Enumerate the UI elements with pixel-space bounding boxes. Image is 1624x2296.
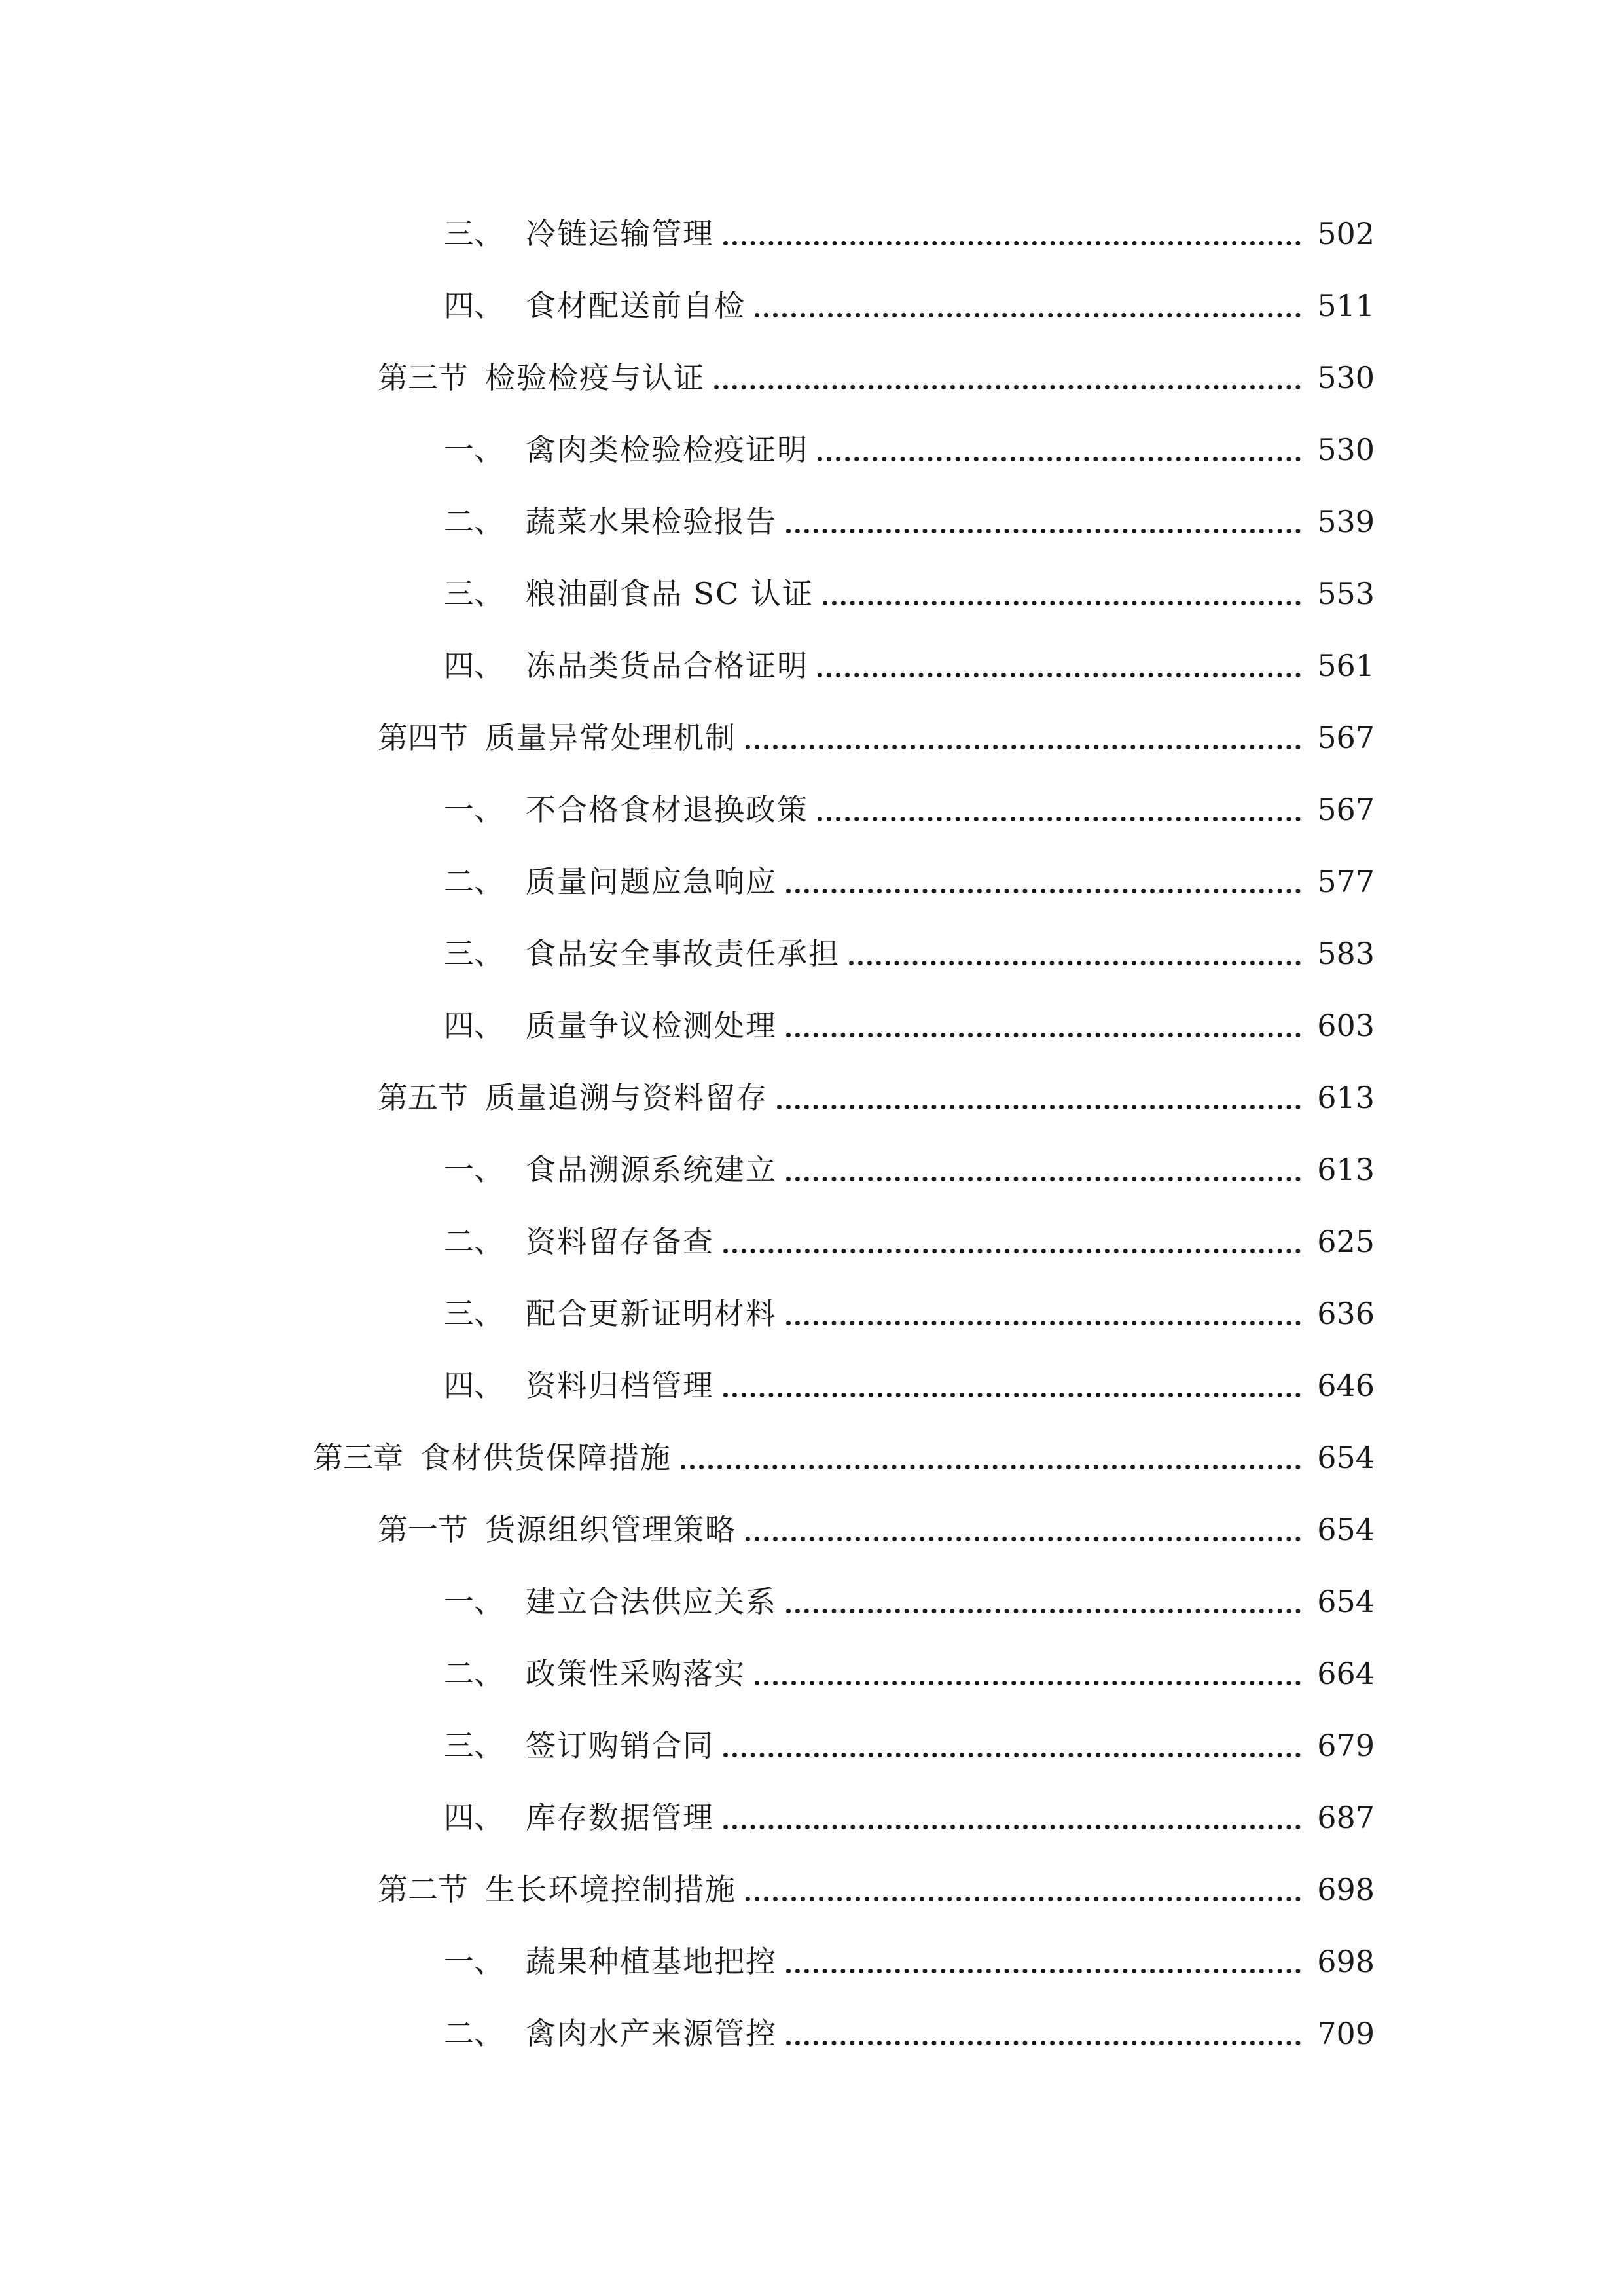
table-of-contents (0, 198, 1624, 2070)
toc-entry-number: 第二节 (378, 1872, 468, 1907)
toc-entry[interactable] (0, 990, 1624, 1062)
toc-entry-page: 664 (1317, 1656, 1375, 1691)
toc-entry-number: 一、 (444, 1584, 504, 1619)
toc-entry-number: 二、 (444, 864, 504, 899)
dot-leader (714, 385, 1301, 389)
toc-entry-title: 蔬菜水果检验报告 (526, 504, 777, 539)
toc-entry-title: 质量争议检测处理 (526, 1008, 777, 1043)
toc-entry-number: 第一节 (378, 1512, 468, 1547)
toc-entry-title: 配合更新证明材料 (526, 1296, 777, 1331)
toc-entry-title: 粮油副食品 SC 认证 (526, 576, 814, 611)
toc-entry[interactable] (0, 1854, 1624, 1926)
toc-entry-page: 654 (1317, 1512, 1375, 1547)
toc-entry[interactable] (0, 414, 1624, 486)
toc-entry-title: 食材供货保障措施 (420, 1440, 672, 1475)
dot-leader (786, 1033, 1301, 1037)
toc-entry-number: 第四节 (378, 720, 468, 755)
toc-entry-number: 三、 (444, 1728, 504, 1763)
toc-entry-number: 三、 (444, 576, 504, 611)
toc-entry-page: 698 (1317, 1872, 1375, 1907)
dot-leader (723, 1825, 1301, 1829)
toc-entry-number: 四、 (444, 1800, 504, 1835)
toc-entry-title: 食品安全事故责任承担 (526, 936, 840, 971)
dot-leader (786, 1177, 1301, 1181)
dot-leader (746, 1897, 1301, 1901)
toc-entry[interactable] (0, 1278, 1624, 1350)
dot-leader (777, 1105, 1301, 1109)
dot-leader (723, 1249, 1301, 1253)
toc-entry-title: 食品溯源系统建立 (526, 1152, 777, 1187)
toc-entry-page: 698 (1317, 1944, 1375, 1979)
toc-entry[interactable] (0, 270, 1624, 342)
toc-entry-title: 质量异常处理机制 (485, 720, 736, 755)
toc-entry-number: 二、 (444, 1224, 504, 1259)
toc-entry-page: 502 (1317, 216, 1375, 251)
toc-entry[interactable] (0, 1638, 1624, 1710)
toc-entry-title: 冷链运输管理 (526, 216, 714, 251)
dot-leader (786, 2041, 1301, 2045)
toc-entry-page: 687 (1317, 1800, 1375, 1835)
toc-entry-page: 530 (1317, 432, 1375, 467)
toc-entry-page: 603 (1317, 1008, 1375, 1043)
dot-leader (723, 241, 1301, 245)
toc-entry-number: 一、 (444, 432, 504, 467)
toc-entry-page: 539 (1317, 504, 1375, 539)
toc-entry-title: 食材配送前自检 (526, 288, 746, 323)
toc-entry-page: 567 (1317, 720, 1375, 755)
toc-entry[interactable] (0, 1206, 1624, 1278)
toc-entry-title: 生长环境控制措施 (485, 1872, 736, 1907)
toc-entry-number: 第五节 (378, 1080, 468, 1115)
toc-entry-page: 636 (1317, 1296, 1375, 1331)
toc-entry[interactable] (0, 1422, 1624, 1494)
dot-leader (818, 457, 1301, 461)
toc-entry[interactable] (0, 1134, 1624, 1206)
toc-entry[interactable] (0, 1566, 1624, 1638)
toc-entry-title: 冻品类货品合格证明 (526, 648, 808, 683)
dot-leader (786, 1969, 1301, 1973)
dot-leader (723, 1393, 1301, 1397)
dot-leader (746, 745, 1301, 749)
dot-leader (786, 1321, 1301, 1325)
toc-entry[interactable] (0, 1998, 1624, 2070)
toc-entry-page: 646 (1317, 1368, 1375, 1403)
dot-leader (746, 1537, 1301, 1541)
toc-entry[interactable] (0, 198, 1624, 270)
toc-entry-number: 四、 (444, 288, 504, 323)
dot-leader (755, 1681, 1301, 1685)
toc-entry[interactable] (0, 846, 1624, 918)
dot-leader (818, 673, 1301, 677)
toc-entry-title: 检验检疫与认证 (485, 360, 705, 395)
toc-entry-title: 资料留存备查 (526, 1224, 714, 1259)
toc-entry[interactable] (0, 342, 1624, 414)
toc-entry-title: 质量问题应急响应 (526, 864, 777, 899)
toc-entry-title: 蔬果种植基地把控 (526, 1944, 777, 1979)
toc-entry[interactable] (0, 1782, 1624, 1854)
toc-entry-number: 四、 (444, 1008, 504, 1043)
toc-entry[interactable] (0, 702, 1624, 774)
toc-entry-page: 625 (1317, 1224, 1375, 1259)
toc-entry[interactable] (0, 1062, 1624, 1134)
toc-entry-page: 567 (1317, 792, 1375, 827)
toc-entry[interactable] (0, 774, 1624, 846)
dot-leader (823, 601, 1301, 605)
toc-entry-number: 第三节 (378, 360, 468, 395)
toc-entry-page: 511 (1317, 288, 1375, 323)
dot-leader (786, 529, 1301, 533)
toc-entry-number: 二、 (444, 1656, 504, 1691)
toc-entry-title: 建立合法供应关系 (526, 1584, 777, 1619)
toc-entry-page: 577 (1317, 864, 1375, 899)
toc-entry-number: 二、 (444, 504, 504, 539)
toc-entry-number: 三、 (444, 1296, 504, 1331)
toc-entry[interactable] (0, 1926, 1624, 1998)
toc-entry[interactable] (0, 918, 1624, 990)
toc-entry-page: 679 (1317, 1728, 1375, 1763)
toc-entry-number: 第三章 (313, 1440, 403, 1475)
toc-entry-page: 583 (1317, 936, 1375, 971)
toc-entry-page: 654 (1317, 1440, 1375, 1475)
dot-leader (786, 1609, 1301, 1613)
dot-leader (849, 961, 1301, 965)
toc-entry[interactable] (0, 1350, 1624, 1422)
toc-entry-page: 553 (1317, 576, 1375, 611)
toc-entry[interactable] (0, 486, 1624, 558)
toc-entry-number: 三、 (444, 936, 504, 971)
toc-entry[interactable] (0, 558, 1624, 630)
toc-entry-number: 四、 (444, 648, 504, 683)
toc-entry-title: 库存数据管理 (526, 1800, 714, 1835)
toc-entry-number: 二、 (444, 2016, 504, 2051)
toc-entry-page: 654 (1317, 1584, 1375, 1619)
toc-entry-page: 561 (1317, 648, 1375, 683)
toc-entry-title: 政策性采购落实 (526, 1656, 746, 1691)
dot-leader (755, 313, 1301, 317)
toc-entry-title: 资料归档管理 (526, 1368, 714, 1403)
toc-entry-page: 613 (1317, 1152, 1375, 1187)
toc-entry-page: 530 (1317, 360, 1375, 395)
dot-leader (786, 889, 1301, 893)
toc-entry[interactable] (0, 630, 1624, 702)
toc-entry-title: 禽肉水产来源管控 (526, 2016, 777, 2051)
dot-leader (818, 817, 1301, 821)
toc-entry-number: 四、 (444, 1368, 504, 1403)
toc-entry-number: 三、 (444, 216, 504, 251)
toc-entry-title: 签订购销合同 (526, 1728, 714, 1763)
toc-entry-number: 一、 (444, 1152, 504, 1187)
dot-leader (681, 1465, 1301, 1469)
toc-entry-title: 不合格食材退换政策 (526, 792, 808, 827)
toc-entry-title: 货源组织管理策略 (485, 1512, 736, 1547)
toc-entry[interactable] (0, 1710, 1624, 1782)
toc-entry-title: 质量追溯与资料留存 (485, 1080, 768, 1115)
toc-entry[interactable] (0, 1494, 1624, 1566)
toc-entry-page: 613 (1317, 1080, 1375, 1115)
toc-entry-number: 一、 (444, 1944, 504, 1979)
toc-entry-number: 一、 (444, 792, 504, 827)
toc-entry-page: 709 (1317, 2016, 1375, 2051)
dot-leader (723, 1753, 1301, 1757)
toc-entry-title: 禽肉类检验检疫证明 (526, 432, 808, 467)
